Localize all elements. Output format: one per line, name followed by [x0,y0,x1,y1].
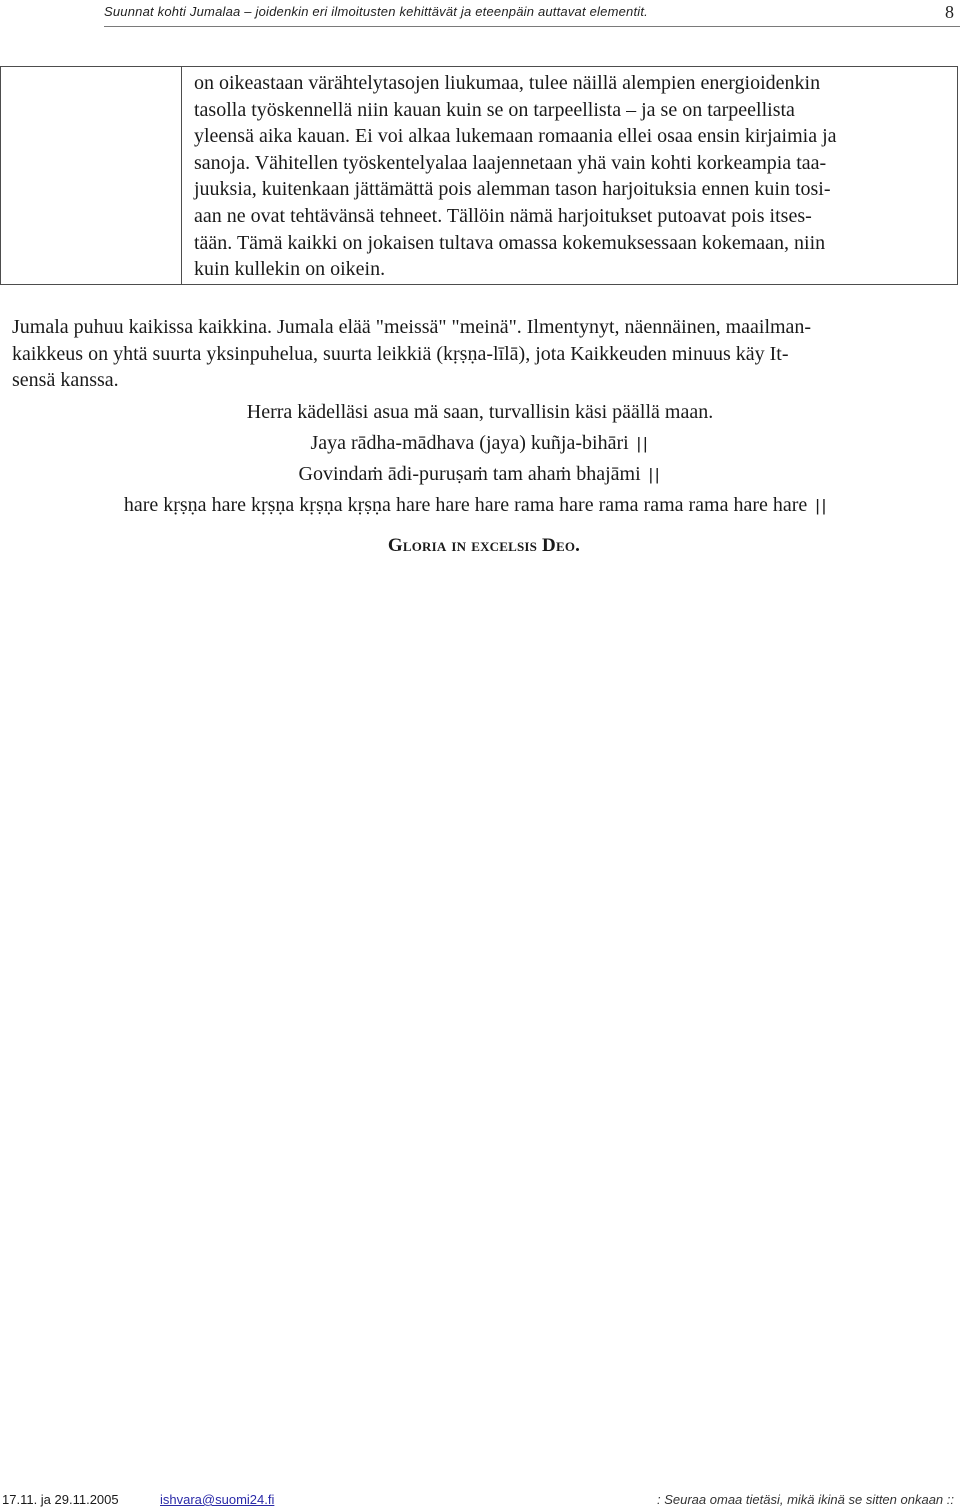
footer-date: 17.11. ja 29.11.2005 [2,1492,119,1507]
page-number: 8 [945,2,954,22]
verse-text: Jaya rādha-mādhava (jaya) kuñja-bihāri [310,432,629,454]
double-bar-separator: || [636,434,650,453]
paragraph-line: Jumala puhuu kaikissa kaikkina. Jumala elää "meissä" "meinä". Ilmentynyt, näennäinen, maailman- [12,316,812,338]
running-header-title: Suunnat kohti Jumalaa – joidenkin eri ilmoitusten kehittävät ja eteenpäin auttavat elementit. [104,4,648,19]
closing-gloria: Gloria in excelsis Deo. [387,535,581,556]
paragraph-line: sensä kanssa. [12,369,119,391]
boxed-note-line: tasolla työskennellä niin kauan kuin se on tarpeellista – ja se on tarpeellista [194,98,795,121]
paragraph-line: kaikkeus on yhtä suurta yksinpuhelua, suurta leikkiä (kṛṣṇa-līlā), jota Kaikkeuden minuus käy It- [12,342,789,365]
footer-email-link[interactable]: ishvara@suomi24.fi [160,1492,275,1507]
boxed-note-line: sanoja. Vähitellen työskentelyalaa laajennetaan yhä vain kohti korkeampia taa- [194,151,827,174]
verse-line-herra [0,397,960,428]
main-paragraph [12,314,957,394]
page-footer [0,1488,960,1508]
verse-text: hare kṛṣṇa hare kṛṣṇa kṛṣṇa kṛṣṇa hare hare hare rama hare rama rama rama hare hare [123,494,808,516]
boxed-note-line: aan ne ovat tehtävänsä tehneet. Tällöin nämä harjoitukset putoavat pois itses- [194,204,812,227]
boxed-note-line: kuin kullekin on oikein. [194,258,386,281]
header-divider [104,26,960,27]
verse-line-govindam [0,459,960,490]
boxed-note-text [181,67,957,284]
boxed-note-line: juuksia, kuitenkaan jättämättä pois alemman tason harjoituksia ennen kuin tosi- [194,178,831,201]
double-bar-separator: || [648,465,662,484]
boxed-note-line: yleensä aika kauan. Ei voi alkaa lukemaan romaania ellei osaa ensin kirjaimia ja [194,125,837,148]
footer-tagline: : Seuraa omaa tietäsi, mikä ikinä se sitten onkaan :: [657,1492,954,1507]
double-bar-separator: || [815,496,829,515]
boxed-note-line: on oikeastaan värähtelytasojen liukumaa, tulee näillä alempien energioidenkin [194,72,821,94]
verse-block [0,397,960,521]
verse-line-jaya [0,428,960,459]
boxed-note-line: tään. Tämä kaikki on jokaisen tultava omassa kokemuksessaan kokemaan, niin [194,231,826,254]
boxed-note [0,66,958,285]
verse-line-hare-krsna [0,490,956,521]
verse-text: Govindaṁ ādi-puruṣaṁ tam ahaṁ bhajāmi [298,463,641,485]
verse-text: Herra kädelläsi asua mä saan, turvallisin käsi päällä maan. [246,401,714,423]
